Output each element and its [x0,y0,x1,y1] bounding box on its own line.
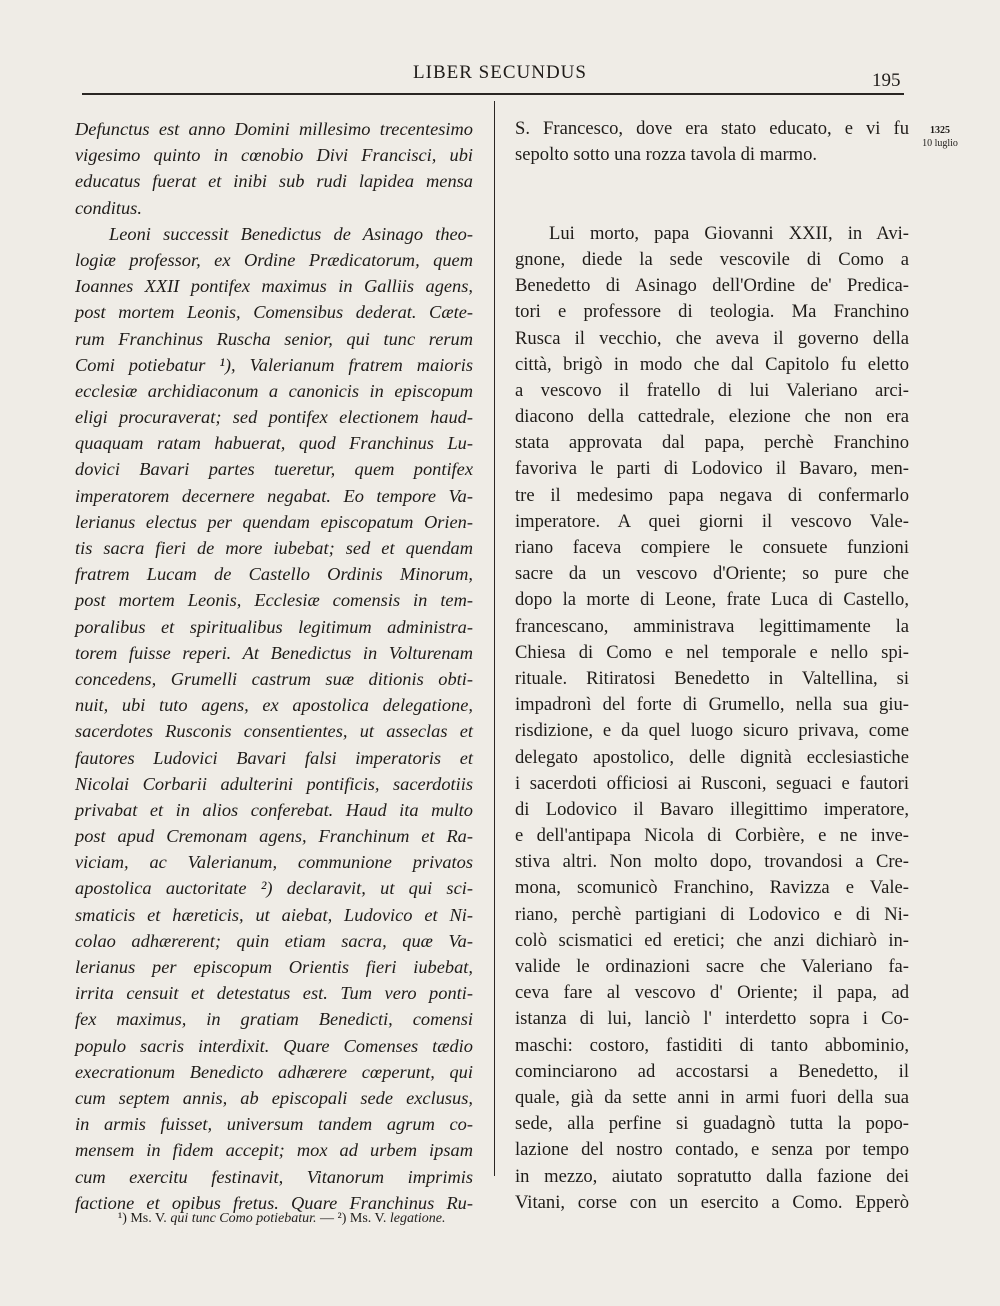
text-line: dovici Bavari partes tueretur, quem pontifex [75,459,473,480]
header-rule [82,93,904,95]
footnote-separator: — [320,1211,335,1226]
italian-column [515,116,909,1216]
text-line: colao adhærerent; quin etiam sacra, quæ Va- [75,930,473,951]
text-line: lazione del nostro contado, e senza por tempo [515,1139,909,1161]
text-line: ecclesiæ archidiaconum a canonicis in episcopum [75,380,473,401]
text-line: favoriva le parti di Lodovico il Bavaro, men- [515,458,909,480]
text-line: Leoni successit Benedictus de Asinago theo- [109,223,473,244]
text-line: stiva altri. Non molto dopo, trovandosi a Cre- [515,851,909,873]
text-line: rituale. Ritiratosi Benedetto in Valtellina, si [515,667,909,689]
text-line: Rusca il vecchio, che aveva il governo della [515,327,909,349]
text-line: gnone, diede la sede vescovile di Como a [515,248,909,270]
text-line: cominciarono ad accostarsi a Benedetto, il [515,1060,909,1082]
text-line: post mortem Leonis, Ecclesiæ comensis in tem- [75,590,473,611]
text-line: eligi procuraverat; sed pontifex electionem haud- [75,407,473,428]
text-line: sacre da un vescovo d'Oriente; so pure che [515,563,909,585]
text-line: ceva fare al vescovo d' Oriente; il papa, ad [515,982,909,1004]
text-line: fratrem Lucam de Castello Ordinis Minorum, [75,564,473,585]
text-line: sacerdotes Rusconis consentientes, ut asseclas et [75,721,473,742]
text-line: maschi: costoro, fastiditi di tanto abbominio, [515,1034,909,1056]
text-line: in mezzo, aiutato sopratutto dalla fazione dei [515,1165,909,1187]
footnote-1-marker: ¹) Ms. V. [118,1211,167,1226]
text-line: poralibus et spiritualibus legitimum administra- [75,616,473,637]
text-line: tori e professore di teologia. Ma Franchino [515,301,909,323]
text-line: sede, alla perfine si guadagnò tutta la popo- [515,1113,909,1135]
latin-column [75,116,473,1216]
text-line: populo sacris interdixit. Quare Comenses tædio [75,1035,473,1056]
text-line: concedens, Grumelli castrum suæ ditionis obti- [75,668,473,689]
text-line: factione et opibus fretus. Quare Franchinus Ru- [75,1192,473,1213]
text-line: mona, scomunicò Franchino, Ravizza e Vale- [515,877,909,899]
text-line: valide le ordinazioni sacre che Valeriano fa- [515,956,909,978]
text-line: e dell'antipapa Nicola di Corbière, e ne inve- [515,825,909,847]
text-line: vigesimo quinto in cœnobio Divi Francisci, ubi [75,145,473,166]
text-line: città, brigò in modo che dal Capitolo fu eletto [515,353,909,375]
text-line: istanza di lui, lanciò l' interdetto sopra i Co- [515,1008,909,1030]
text-line: stata approvata dal papa, perchè Franchino [515,432,909,454]
text-line: educatus fuerat et inibi sub rudi lapidea mensa [75,171,473,192]
text-line: imperatorem decernere negabat. Eo tempore Va- [75,485,473,506]
text-line: Chiesa di Como e nel temporale e nello spi- [515,641,909,663]
text-line: riano faceva compiere le consuete funzioni [515,537,909,559]
text-line: rum Franchinus Ruscha senior, qui tunc rerum [75,328,473,349]
text-line: post apud Cremonam agens, Franchinum et Ra- [75,826,473,847]
text-line: tis sacra fieri de more iubebat; sed et quendam [75,538,473,558]
text-line: post mortem Leonis, Comensibus dederat. Cæte- [75,302,473,323]
text-line: quaquam ratam habuerat, quod Franchinus Lu- [75,433,473,454]
text-line: risdizione, e da quel luogo sicuro privava, come [515,720,909,742]
footnote-1-text: qui tunc Como potiebatur. [170,1211,317,1226]
text-line: di Lodovico il Bavaro illegittimo imperatore, [515,798,909,820]
footnote-2-text: legatione. [389,1211,446,1226]
text-line: Ioannes XXII pontifex maximus in Galliis agens, [75,276,473,297]
text-line: riano, perchè partigiani di Lodovico e di Ni- [515,903,909,925]
text-line: francescano, amministrava legittimamente la [515,615,909,637]
text-line: tre il medesimo papa negava di confermarlo [515,484,909,506]
text-line: S. Francesco, dove era stato educato, e vi fu [515,118,909,139]
text-line: viciam, ac Valerianum, communione privatos [75,852,473,873]
text-line: quale, già da sette anni in armi fuori della sua [515,1086,909,1108]
margin-date-note [915,124,965,150]
page-number: 195 [872,70,901,91]
footnote-2-marker: ²) Ms. V. [337,1211,387,1226]
text-line: Defunctus est anno Domini millesimo trecentesimo [75,119,473,139]
text-line: Nicolai Corbarii adulterini pontificis, sacerdotiis [75,773,473,794]
text-line: torem fuisse reperi. At Benedictus in Volturenam [75,642,473,663]
text-line: logiæ professor, ex Ordine Prædicatorum, quem [75,249,473,270]
column-divider [494,101,495,1176]
text-line: execrationum Benedicto adhærere cœperunt, qui [75,1061,473,1082]
text-line: imperatore. A quei giorni il vescovo Vale- [515,510,909,532]
text-line: fautores Ludovici Bavari falsi imperatoris et [75,747,473,768]
text-line: Lui morto, papa Giovanni XXII, in Avi- [549,222,909,244]
text-line: impadronì del forte di Grumello, nella sua giu- [515,694,909,716]
text-line: irrita censuit et detestatus est. Tum vero ponti- [75,983,473,1004]
text-line: dopo la morte di Leone, frate Luca di Castello, [515,589,909,611]
text-line: i sacerdoti officiosi ai Rusconi, seguaci e fautori [515,772,909,794]
text-line: conditus. [75,197,142,218]
text-line: sepolto sotto una rozza tavola di marmo. [515,144,818,166]
running-head: LIBER SECUNDUS [413,62,587,83]
text-line: colò scismatici ed eretici; che anzi dichiarò in- [515,929,909,951]
text-line: apostolica auctoritate ²) declaravit, ut qui sci- [75,878,473,899]
text-line: privabat et in alios conferebat. Haud ita multo [75,799,473,820]
text-line: lerianus per episcopum Orientis fieri iubebat, [75,957,473,977]
text-line: a vescovo il fratello di lui Valeriano arci- [515,379,909,401]
text-line: smaticis et hæreticis, ut aiebat, Ludovico et Ni- [75,904,473,925]
text-line: lerianus electus per quendam episcopatum Orien- [75,511,473,532]
text-line: in armis fuisset, universum tandem agrum co- [75,1114,473,1135]
margin-date: 10 luglio [922,138,958,149]
text-line: mensem in fidem accepit; mox ad urbem ipsam [75,1140,473,1161]
text-line: delegato apostolico, delle dignità ecclesiastiche [515,746,909,768]
footnotes [118,1211,718,1227]
text-line: cum septem annis, ab episcopali sede exclusus, [75,1087,473,1108]
text-line: nuit, ubi tuto agens, ex apostolica delegatione, [75,695,473,716]
text-line: diacono della cattedrale, elezione che non era [515,406,909,428]
text-line: fex maximus, in gratiam Benedicti, comensi [75,1009,473,1030]
text-line: Vitani, corse con un esercito a Como. Epperò [515,1191,909,1213]
text-line: Comi potiebatur ¹), Valerianum fratrem maioris [75,354,473,375]
margin-year: 1325 [930,125,950,136]
paragraph-gap [515,168,909,220]
text-line: Benedetto di Asinago dell'Ordine de' Predica- [515,275,909,297]
text-line: cum exercitu festinavit, Vitanorum imprimis [75,1166,473,1187]
